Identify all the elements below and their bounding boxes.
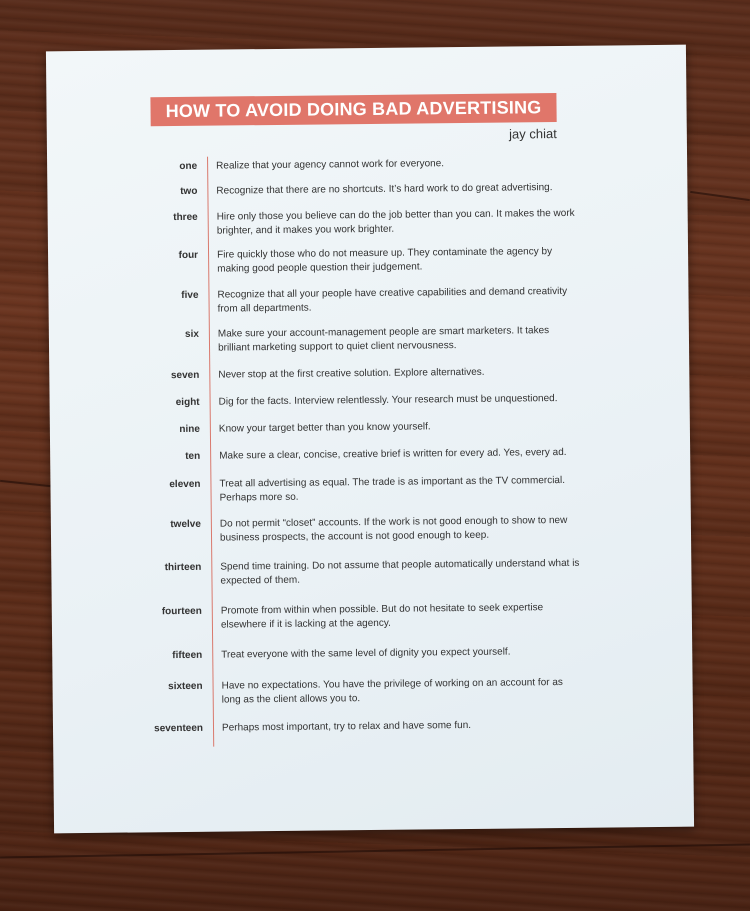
rule-text: Recognize that all your people have creative capabilities and demand creativity from all departments. xyxy=(217,285,568,315)
rule-item xyxy=(49,364,689,383)
rule-item xyxy=(48,206,688,237)
rule-text: Perhaps most important, try to relax and have some fun. xyxy=(221,719,472,734)
rule-number: nine xyxy=(179,423,200,435)
rule-item xyxy=(51,556,691,587)
author-name: jay chiat xyxy=(509,126,557,142)
rule-item xyxy=(50,445,690,464)
rule-item xyxy=(52,644,692,663)
rule-number: fifteen xyxy=(172,649,203,662)
rule-text: Treat all advertising as equal. The trade is as important as the TV commercial. Perhaps more so. xyxy=(219,474,566,504)
rule-text: Promote from within when possible. But do not hesitate to seek expertise elsewhere if it is lacking at the agency. xyxy=(220,602,544,631)
rule-item xyxy=(48,244,688,275)
rule-text: Know your target better than you know yourself. xyxy=(218,421,431,435)
rule-item xyxy=(52,600,692,631)
rule-number: five xyxy=(181,289,199,301)
rule-number: fourteen xyxy=(161,605,202,618)
rule-number: two xyxy=(180,185,198,197)
rule-number: seventeen xyxy=(154,722,204,735)
rule-number: thirteen xyxy=(164,561,202,574)
rule-text: Spend time training. Do not assume that people automatically understand what is expected of them. xyxy=(220,557,580,587)
rule-item xyxy=(50,391,690,410)
page-title: HOW TO AVOID DOING BAD ADVERTISING xyxy=(165,97,542,122)
rule-item xyxy=(50,418,690,437)
rule-number: four xyxy=(178,249,199,261)
rule-text: Do not permit “closet” accounts. If the work is not good enough to show to new business prospects, the account is not good enough to keep. xyxy=(219,514,568,544)
rule-item xyxy=(49,323,689,354)
rule-number: eleven xyxy=(169,478,201,491)
rules-list xyxy=(46,45,694,834)
rule-text: Make sure a clear, concise, creative brief is written for every ad. Yes, every ad. xyxy=(219,446,567,462)
paper-sheet xyxy=(46,45,694,834)
rule-item xyxy=(47,180,687,199)
rule-text: Treat everyone with the same level of dignity you expect yourself. xyxy=(221,646,511,661)
rule-text: Recognize that there are no shortcuts. It’s hard work to do great advertising. xyxy=(216,182,553,197)
rule-text: Hire only those you believe can do the job better than you can. It makes the work brighter, and it makes you work brighter. xyxy=(216,207,575,237)
rule-number: seven xyxy=(170,369,200,382)
rule-number: ten xyxy=(185,450,201,462)
rule-number: twelve xyxy=(170,518,201,531)
rule-number: one xyxy=(179,160,198,172)
rule-item xyxy=(53,675,693,706)
rule-item xyxy=(51,513,691,544)
rule-item xyxy=(53,717,693,736)
rule-number: three xyxy=(173,211,198,224)
table-board-seam xyxy=(690,191,750,201)
rule-item xyxy=(47,155,687,174)
rule-text: Have no expectations. You have the privilege of working on an account for as long as the client allows you to. xyxy=(221,676,563,706)
rule-number: eight xyxy=(175,396,200,409)
rule-text: Make sure your account-management people are smart marketers. It takes brilliant marketing support to quiet client nervousness. xyxy=(217,325,550,354)
rule-number: six xyxy=(184,328,199,340)
rule-text: Dig for the facts. Interview relentlessly. Your research must be unquestioned. xyxy=(218,393,558,408)
table-board-seam xyxy=(0,843,750,858)
rule-item xyxy=(48,284,688,315)
rule-text: Never stop at the first creative solution. Explore alternatives. xyxy=(218,366,485,381)
rule-text: Realize that your agency cannot work for everyone. xyxy=(216,158,445,172)
rule-number: sixteen xyxy=(168,680,203,693)
rule-item xyxy=(50,473,690,504)
rule-text: Fire quickly those who do not measure up. They contaminate the agency by making good people question their judgement. xyxy=(217,246,553,275)
